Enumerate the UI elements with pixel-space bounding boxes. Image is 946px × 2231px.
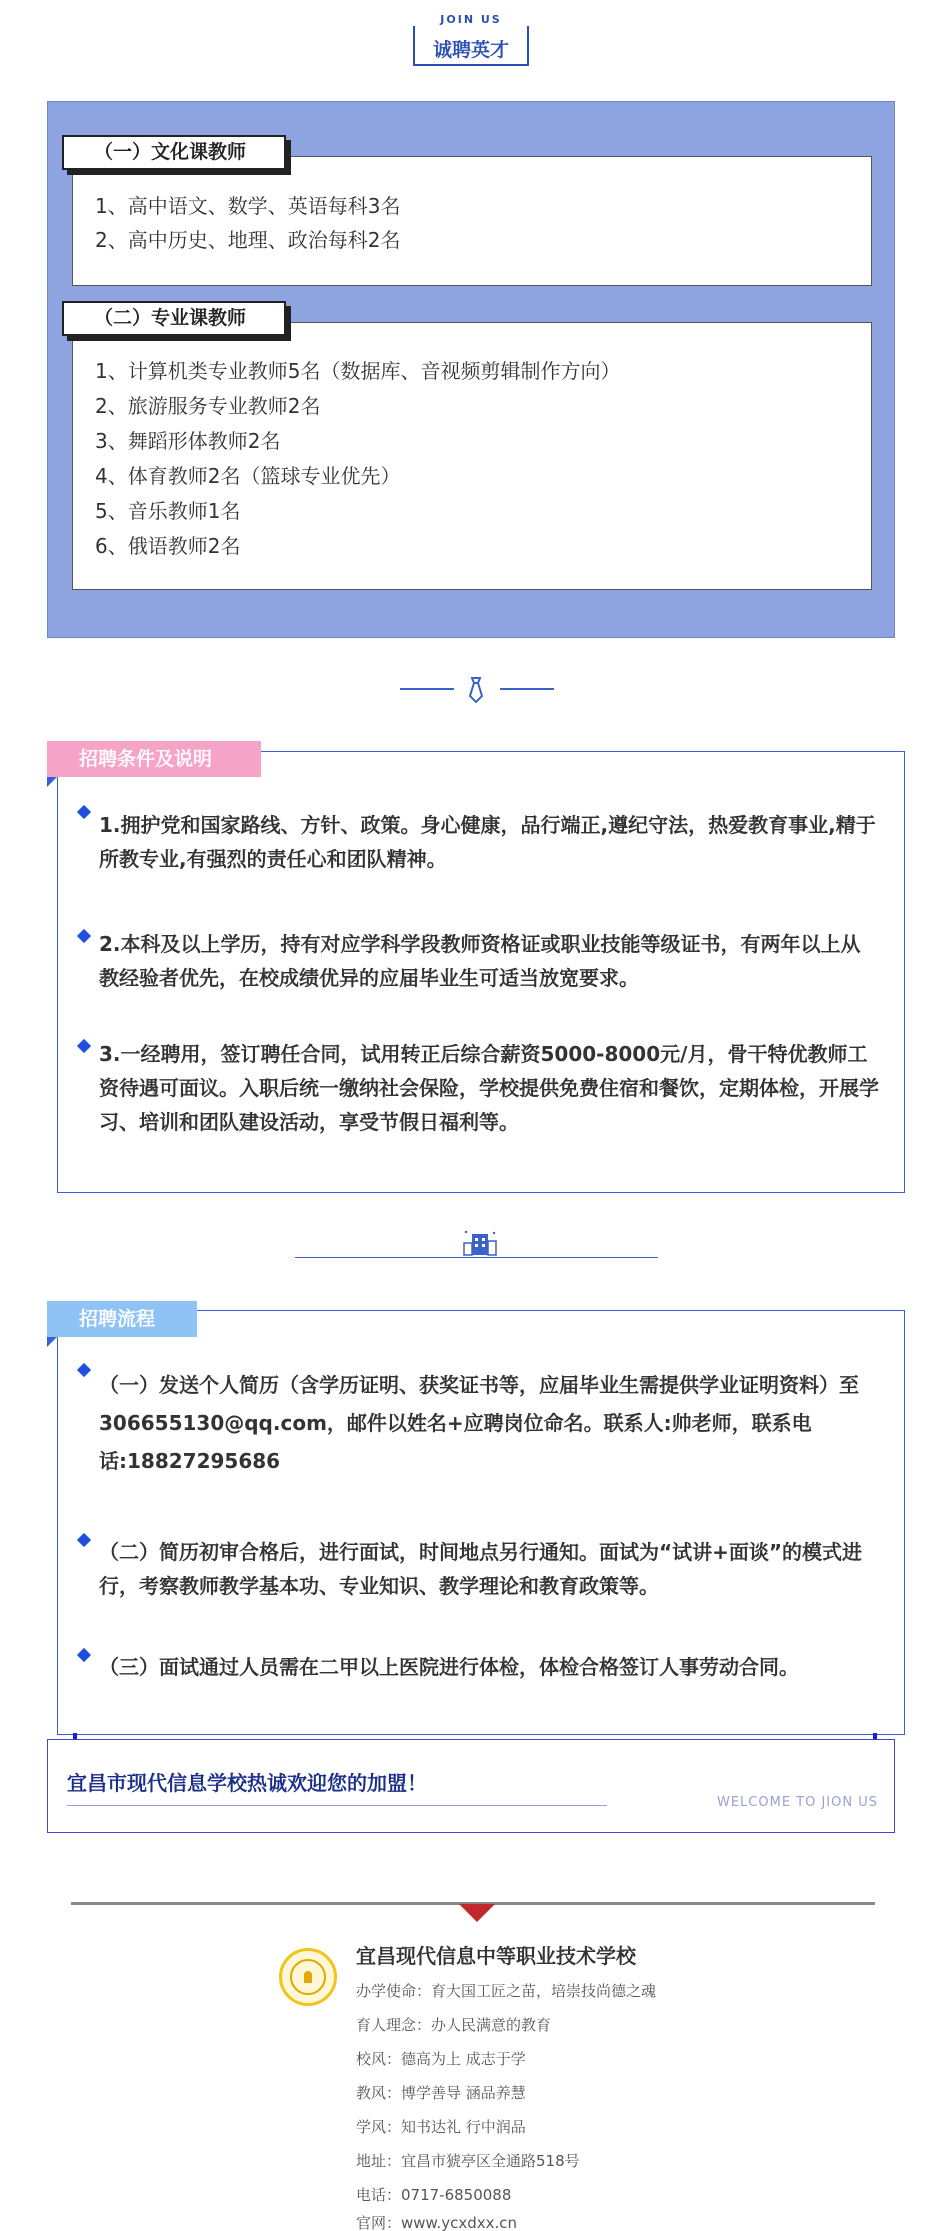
positions-panel xyxy=(47,101,895,638)
process-item: （二）简历初审合格后，进行面试，时间地点另行通知。面试为“试讲+面谈”的模式进行，考察教师教学基本功、专业知识、教学理论和教育政策等。 xyxy=(99,1540,863,1598)
specialty-item: 2、旅游服务专业教师2名 xyxy=(95,394,321,418)
footer-triangle-icon xyxy=(459,1904,495,1922)
footer-line: 学风：知书达礼 行中润品 xyxy=(356,2118,526,2136)
divider-line xyxy=(500,688,554,690)
process-tag-label: 招聘流程 xyxy=(79,1308,156,1330)
specialty-item: 4、体育教师2名（篮球专业优先） xyxy=(95,464,401,488)
culture-item: 1、高中语文、数学、英语每科3名 xyxy=(95,194,401,218)
join-us-header xyxy=(411,13,531,67)
tag-corner xyxy=(47,1337,57,1347)
culture-box xyxy=(72,156,872,286)
welcome-banner xyxy=(47,1739,895,1833)
tag-corner xyxy=(47,777,57,787)
welcome-underline xyxy=(67,1805,607,1806)
footer-line: 电话：0717-6850088 xyxy=(356,2186,512,2204)
divider-line xyxy=(295,1257,658,1258)
footer-line: 校风：德高为上 成志于学 xyxy=(356,2050,526,2068)
culture-item: 2、高中历史、地理、政治每科2名 xyxy=(95,228,401,252)
specialty-item: 3、舞蹈形体教师2名 xyxy=(95,429,281,453)
process-item: （三）面试通过人员需在二甲以上医院进行体检，体检合格签订人事劳动合同。 xyxy=(99,1655,799,1679)
footer-line: 育人理念：办人民满意的教育 xyxy=(356,2016,552,2034)
specialty-item: 5、音乐教师1名 xyxy=(95,499,241,523)
specialty-item: 6、俄语教师2名 xyxy=(95,534,241,558)
school-logo xyxy=(279,1948,337,2006)
conditions-tag xyxy=(47,741,261,777)
footer-line: 教风：博学善导 涵品养慧 xyxy=(356,2084,526,2102)
culture-tab: （一）文化课教师 xyxy=(62,135,286,170)
process-tag xyxy=(47,1301,197,1337)
process-item: （一）发送个人简历（含学历证明、获奖证书等，应届毕业生需提供学业证明资料）至306655130@qq.com，邮件以姓名+应聘岗位命名。联系人:帅老师，联系电话:18827295686 xyxy=(99,1373,859,1473)
tie-icon xyxy=(464,676,488,704)
footer-line: 地址：宜昌市猇亭区全通路518号 xyxy=(356,2152,580,2170)
building-icon xyxy=(458,1228,502,1256)
divider-line xyxy=(400,688,454,690)
footer-website[interactable]: 官网：www.ycxdxx.cn xyxy=(356,2214,517,2231)
header-en: JOIN US xyxy=(411,13,531,26)
condition-item: 2.本科及以上学历，持有对应学科学段教师资格证或职业技能等级证书，有两年以上从教经验者优先，在校成绩优异的应届毕业生可适当放宽要求。 xyxy=(99,932,861,990)
footer-line: 办学使命：育大国工匠之苗，培崇技尚德之魂 xyxy=(356,1982,657,2000)
condition-item: 3.一经聘用，签订聘任合同，试用转正后综合薪资5000-8000元/月，骨干特优教师工资待遇可面议。入职后统一缴纳社会保险，学校提供免费住宿和餐饮，定期体检，开展学习、培训和团队建设活动，享受节假日福利等。 xyxy=(99,1042,879,1134)
specialty-item: 1、计算机类专业教师5名（数据库、音视频剪辑制作方向） xyxy=(95,359,621,383)
conditions-tag-label: 招聘条件及说明 xyxy=(79,748,213,770)
page-title: 诚聘英才 xyxy=(432,39,509,61)
specialty-box xyxy=(72,322,872,590)
specialty-tab: （二）专业课教师 xyxy=(62,301,286,336)
welcome-text: 宜昌市现代信息学校热诚欢迎您的加盟！ xyxy=(67,1771,427,1795)
condition-item: 1.拥护党和国家路线、方针、政策。身心健康，品行端正,遵纪守法，热爱教育事业,精于所教专业,有强烈的责任心和团队精神。 xyxy=(99,813,876,871)
school-name: 宜昌现代信息中等职业技术学校 xyxy=(356,1944,636,1968)
welcome-en: WELCOME TO JION US xyxy=(716,1795,878,1810)
